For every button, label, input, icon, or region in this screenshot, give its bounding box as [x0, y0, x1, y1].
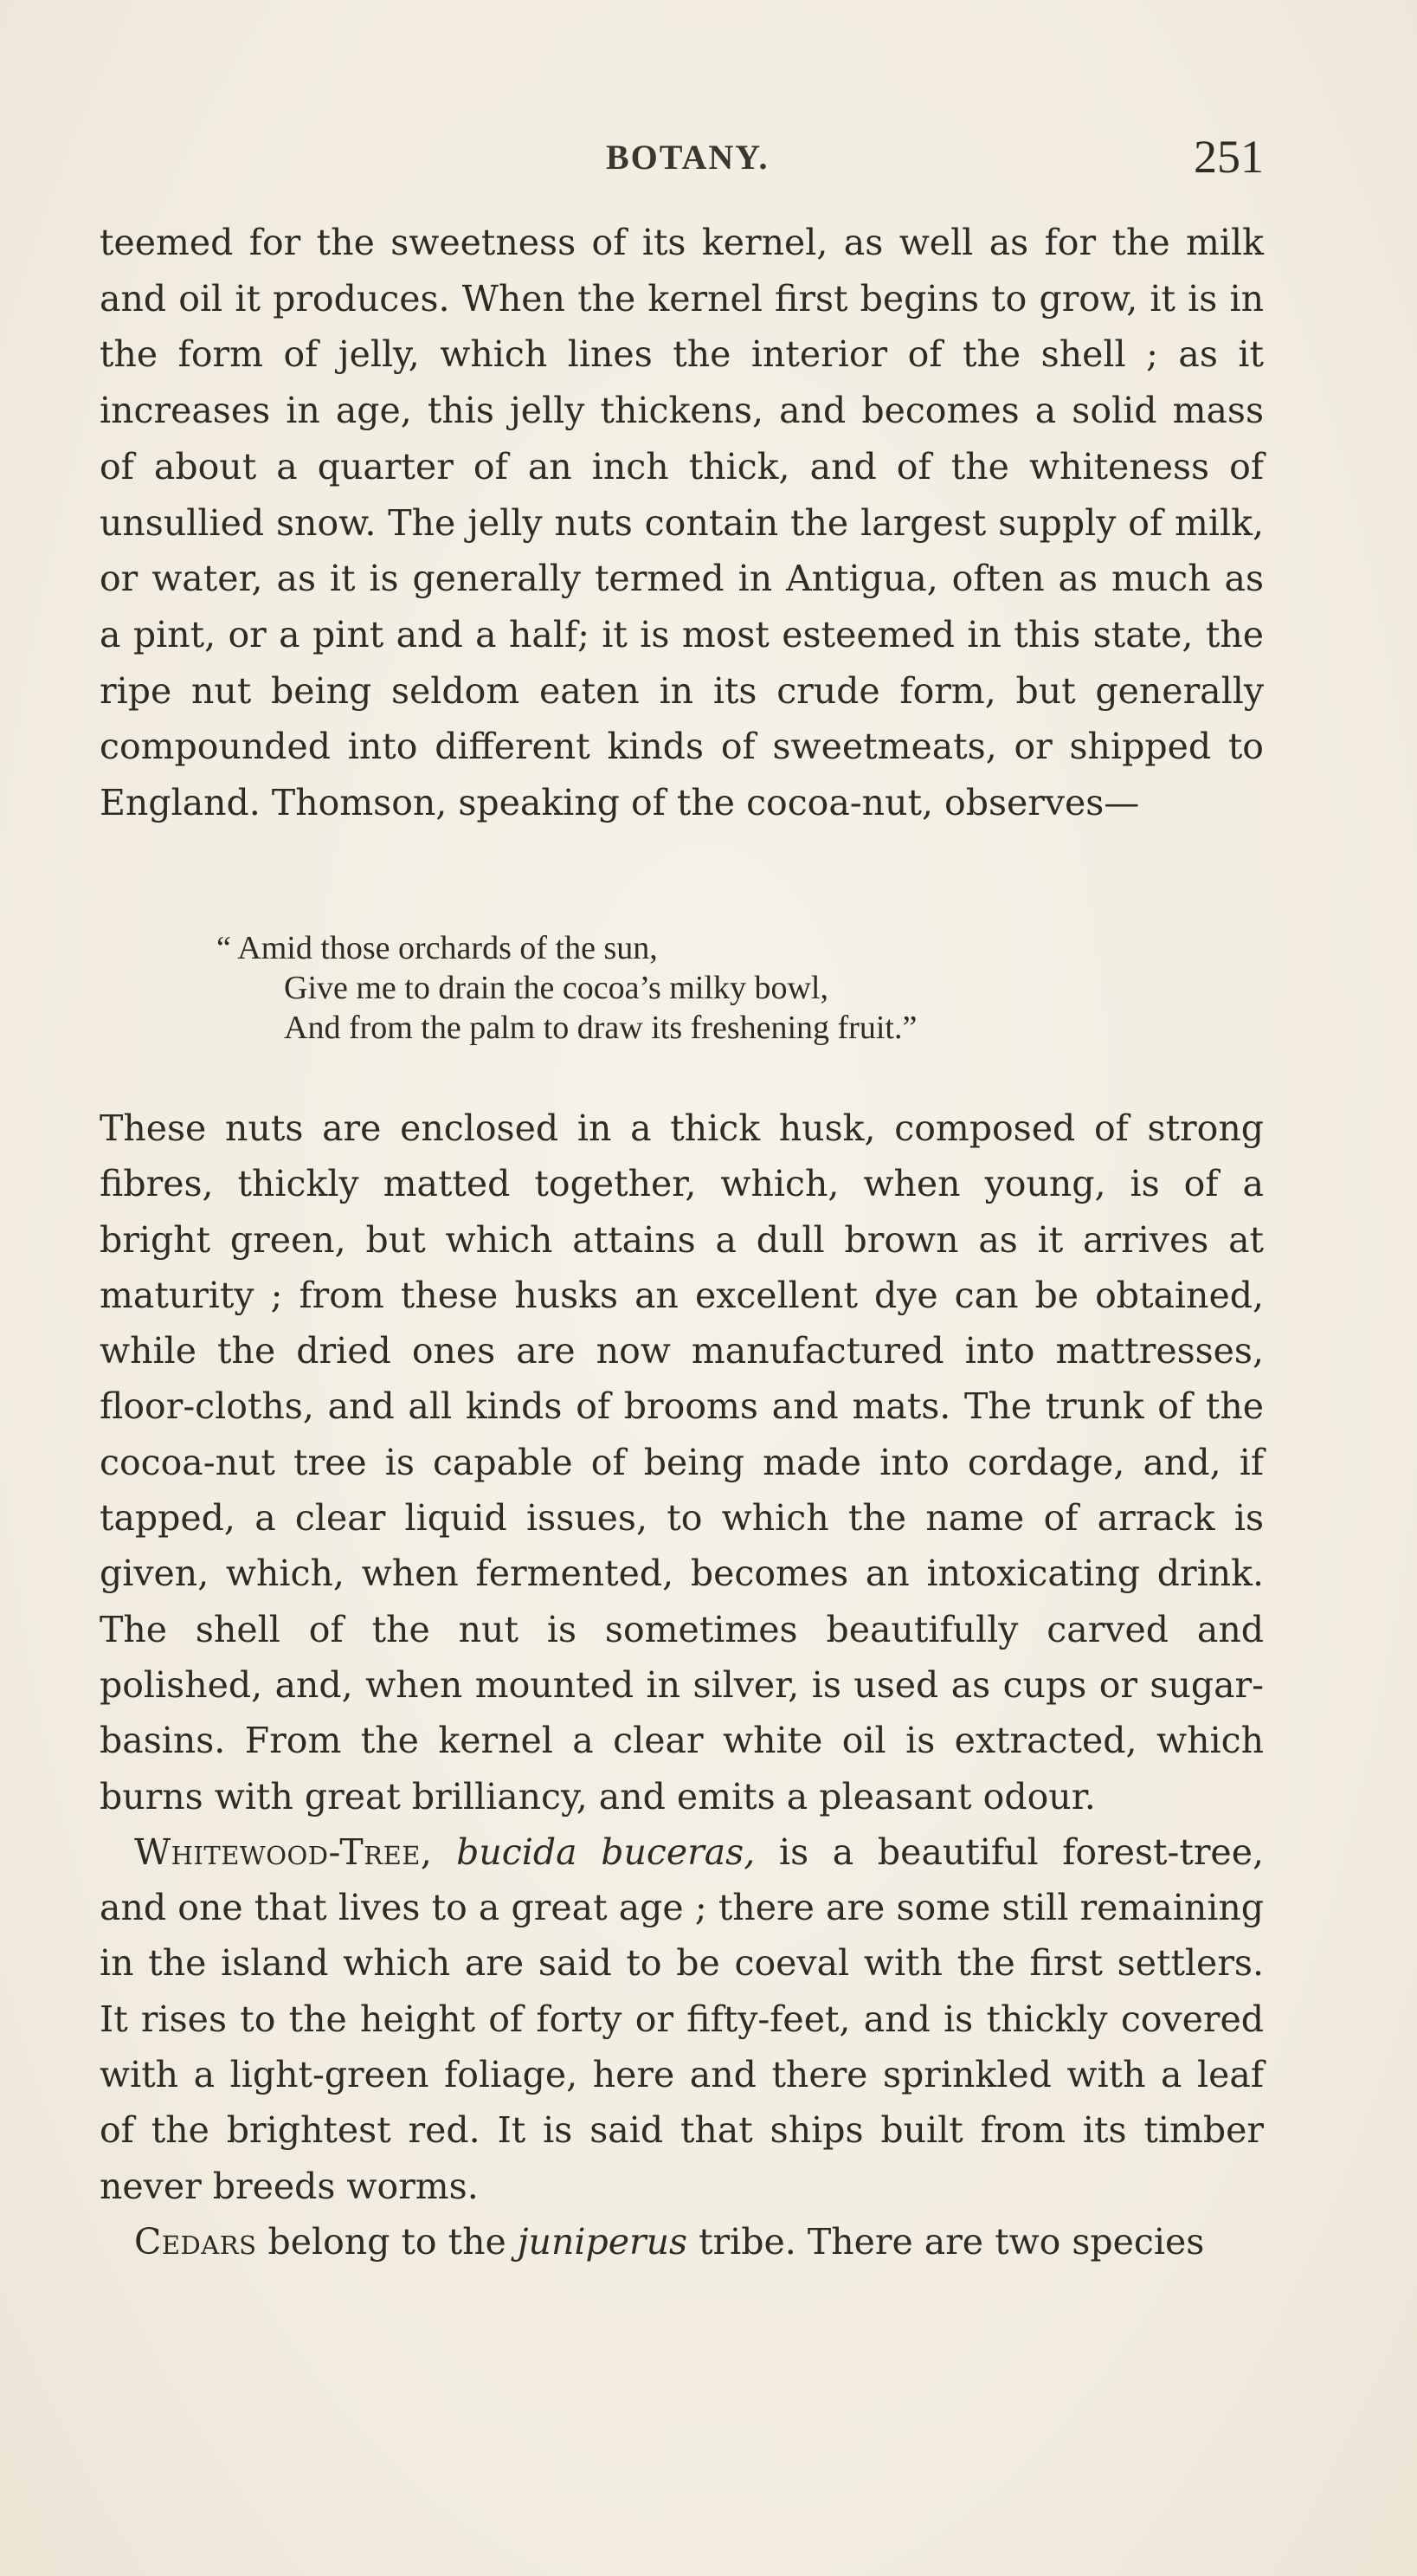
quote-line-1: “ Amid those orchards of the sun, [216, 930, 658, 966]
whitewood-text: is a beautiful forest-tree, and one that lives to a great age ; there are some still remaining in the island which are said to be coeval with the first settlers. It rises to the height of forty or fifty-feet, and is thickly covered with a light-green foliage, here and there sprinkled with a leaf of the brightest red. It is said that ships built from its timber never breeds worms. [100, 1830, 1264, 2207]
paragraph-whitewood [100, 1824, 1264, 2214]
whitewood-latin: bucida buceras, [456, 1830, 756, 1873]
page-header [100, 130, 1264, 190]
page-number: 251 [1194, 131, 1264, 183]
cedars-text-a: belong to the [256, 2220, 518, 2263]
quote-line-3: And from the palm to draw its freshening fruit.” [284, 1010, 918, 1046]
body-text-bottom [100, 1101, 1264, 2269]
body-text-top [100, 215, 1264, 831]
cedars-text-b: tribe. There are two species [687, 2220, 1205, 2263]
whitewood-term: Whitewood-Tree, [134, 1830, 433, 1873]
paragraph-cedars [100, 2214, 1264, 2269]
paragraph-cocoa-kernel: teemed for the sweetness of its kernel, as well as for the milk and oil it produces. When the kernel first begins to grow, it is in the form of jelly, which lines the interior of the shell ; as it increases in age, this jelly thickens, and becomes a solid mass of about a quarter of an inch thick, and of the whiteness of unsullied snow. The jelly nuts contain the largest supply of milk, or water, as it is generally termed in Antigua, often as much as a pint, or a pint and a half; it is most esteemed in this state, the ripe nut being seldom eaten in its crude form, but generally compounded into different kinds of sweetmeats, or shipped to England. Thomson, speaking of the cocoa-nut, observes— [100, 222, 1264, 824]
running-head: BOTANY. [606, 138, 770, 177]
quote-line-2: Give me to drain the cocoa’s milky bowl, [284, 970, 828, 1006]
cedars-term: Cedars [134, 2220, 257, 2263]
thomson-quote [216, 928, 1212, 1048]
paragraph-husks: These nuts are enclosed in a thick husk, composed of strong fibres, thickly matted together, which, when young, is of a bright green, but which attains a dull brown as it arrives at maturity ; from these husks an excellent dye can be obtained, while the dried ones are now manufactured into mattresses, floor-cloths, and all kinds of brooms and mats. The trunk of the cocoa-nut tree is capable of being made into cordage, and, if tapped, a clear liquid issues, to which the name of arrack is given, which, when fermented, becomes an intoxicating drink. The shell of the nut is sometimes beautifully carved and polished, and, when mounted in silver, is used as cups or sugar-basins. From the kernel a clear white oil is extracted, which burns with great brilliancy, and emits a pleasant odour. [100, 1107, 1264, 1817]
cedars-latin: juniperus [517, 2220, 688, 2263]
